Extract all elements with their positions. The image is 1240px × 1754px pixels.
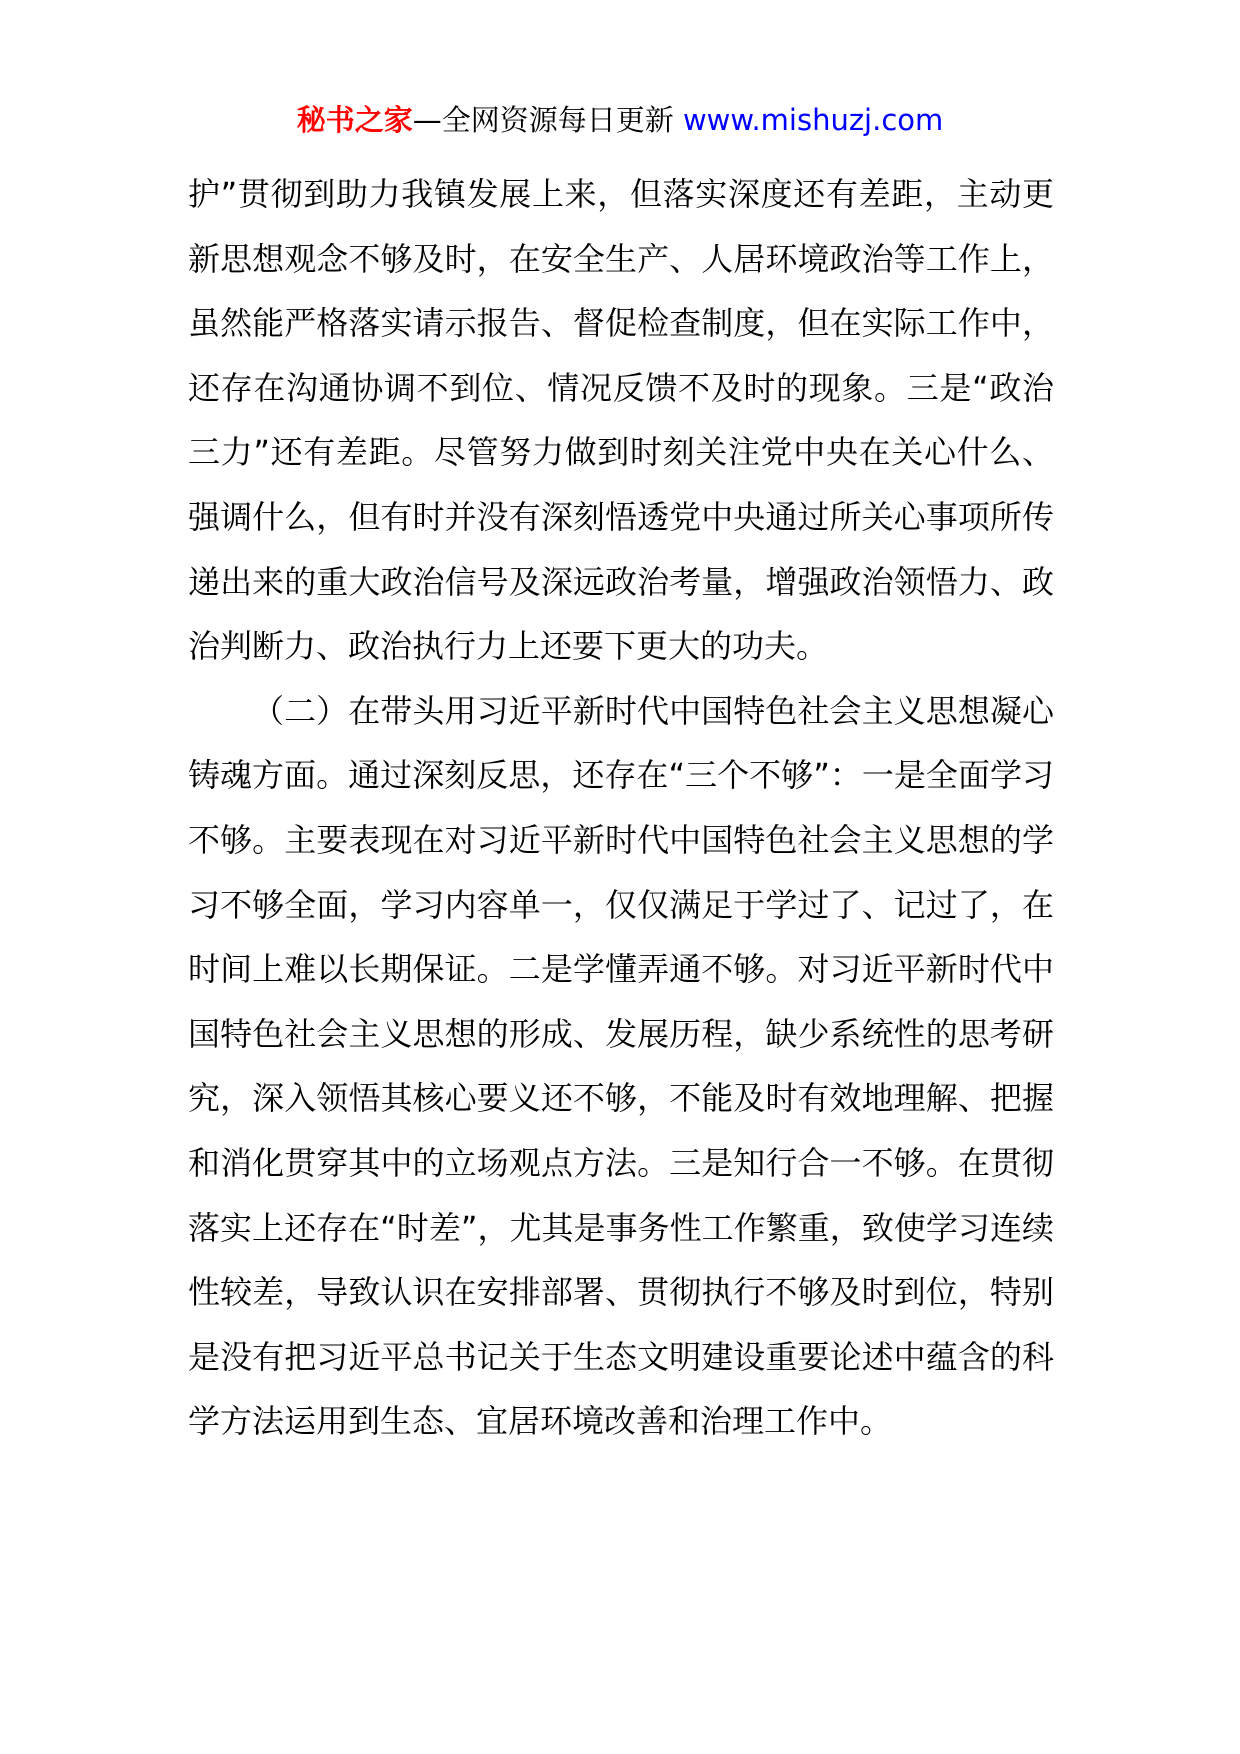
paragraph-continuation: 护”贯彻到助力我镇发展上来，但落实深度还有差距，主动更新思想观念不够及时，在安全生产、人居环境政治等工作上，虽然能严格落实请示报告、督促检查制度，但在实际工作中，还存在沟通协调不到位、情况反馈不及时的现象。三是“政治三力”还有差距。尽管努力做到时刻关注党中央在关心什么、强调什么，但有时并没有深刻悟透党中央通过所关心事项所传递出来的重大政治信号及深远政治考量，增强政治领悟力、政治判断力、政治执行力上还要下更大的功夫。 xyxy=(188,175,1054,666)
document-body xyxy=(188,162,1054,1454)
brand-name: 秘书之家 xyxy=(296,103,413,137)
header-tagline: —全网资源每日更新 xyxy=(412,103,683,137)
page-header xyxy=(0,100,1240,140)
website-link[interactable]: www.mishuzj.com xyxy=(682,103,944,137)
paragraph-section-two: （二）在带头用习近平新时代中国特色社会主义思想凝心铸魂方面。通过深刻反思，还存在“三个不够”：一是全面学习不够。主要表现在对习近平新时代中国特色社会主义思想的学习不够全面，学习内容单一，仅仅满足于学过了、记过了，在时间上难以长期保证。二是学懂弄通不够。对习近平新时代中国特色社会主义思想的形成、发展历程，缺少系统性的思考研究，深入领悟其核心要义还不够，不能及时有效地理解、把握和消化贯穿其中的立场观点方法。三是知行合一不够。在贯彻落实上还存在“时差”，尤其是事务性工作繁重，致使学习连续性较差，导致认识在安排部署、贯彻执行不够及时到位，特别是没有把习近平总书记关于生态文明建设重要论述中蕴含的科学方法运用到生态、宜居环境改善和治理工作中。 xyxy=(188,691,1054,1441)
